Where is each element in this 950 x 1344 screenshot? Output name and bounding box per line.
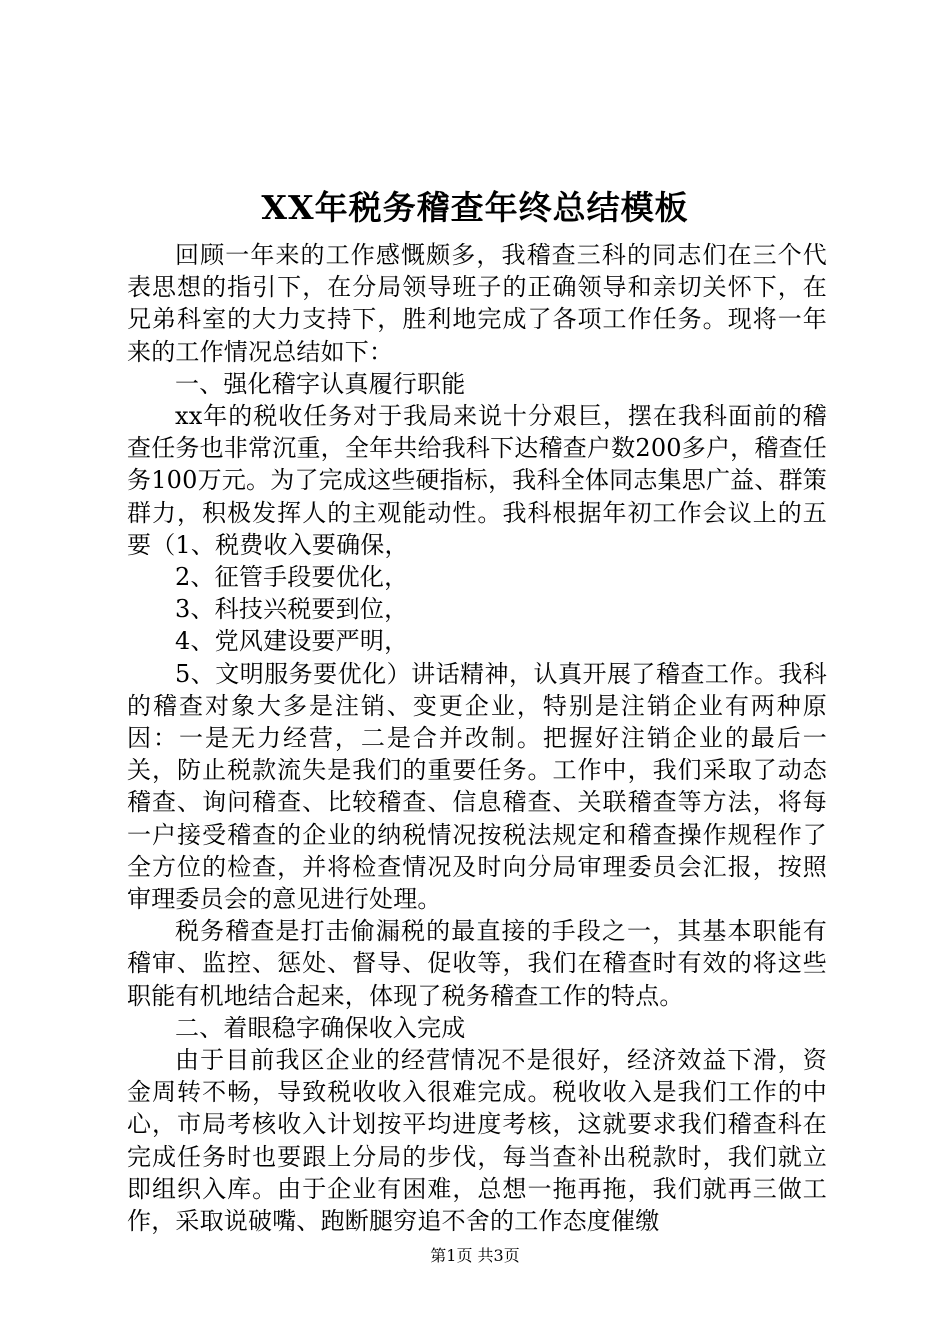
document-body bbox=[127, 239, 827, 1237]
paragraph-inspection-work: 5、文明服务要优化）讲话精神，认真开展了稽查工作。我科的稽查对象大多是注销、变更企业，特别是注销企业有两种原因：一是无力经营，二是合并改制。把握好注销企业的最后一关，防止税款流失是我们的重要任务。工作中，我们采取了动态稽查、询问稽查、比较稽查、信息稽查、关联稽查等方法，将每一户接受稽查的企业的纳税情况按税法规定和稽查操作规程作了全方位的检查，并将检查情况及时向分局审理委员会汇报，按照审理委员会的意见进行处理。 bbox=[127, 659, 827, 914]
paragraph-section-1: xx年的税收任务对于我局来说十分艰巨，摆在我科面前的稽查任务也非常沉重，全年共给我科下达稽查户数200多户，稽查任务100万元。为了完成这些硬指标，我科全体同志集思广益、群策群力，积极发挥人的主观能动性。我科根据年初工作会议上的五要（1、税费收入要确保， bbox=[127, 402, 827, 559]
list-item: 3、科技兴税要到位， bbox=[175, 595, 409, 624]
section-heading-1: 一、强化稽字认真履行职能 bbox=[175, 369, 466, 398]
page-number: 第1页 共3页 bbox=[430, 1246, 520, 1265]
document-title: XX年税务稽查年终总结模板 bbox=[261, 188, 689, 227]
paragraph-inspection-functions: 税务稽查是打击偷漏税的最直接的手段之一，其基本职能有稽审、监控、惩处、督导、促收等，我们在稽查时有效的将这些职能有机地结合起来，体现了税务稽查工作的特点。 bbox=[127, 917, 827, 1010]
paragraph-intro: 回顾一年来的工作感慨颇多，我稽查三科的同志们在三个代表思想的指引下，在分局领导班子的正确领导和亲切关怀下，在兄弟科室的大力支持下，胜利地完成了各项工作任务。现将一年来的工作情况总结如下： bbox=[127, 241, 827, 366]
paragraph-section-2: 由于目前我区企业的经营情况不是很好，经济效益下滑，资金周转不畅，导致税收收入很难完成。税收收入是我们工作的中心，市局考核收入计划按平均进度考核，这就要求我们稽查科在完成任务时也要跟上分局的步伐，每当查补出税款时，我们就立即组织入库。由于企业有困难，总想一拖再拖，我们就再三做工作，采取说破嘴、跑断腿穷追不舍的工作态度催缴 bbox=[127, 1046, 827, 1236]
section-heading-2: 二、着眼稳字确保收入完成 bbox=[175, 1013, 466, 1042]
list-item: 4、党风建设要严明， bbox=[175, 627, 409, 656]
list-item: 2、征管手段要优化， bbox=[175, 563, 409, 592]
